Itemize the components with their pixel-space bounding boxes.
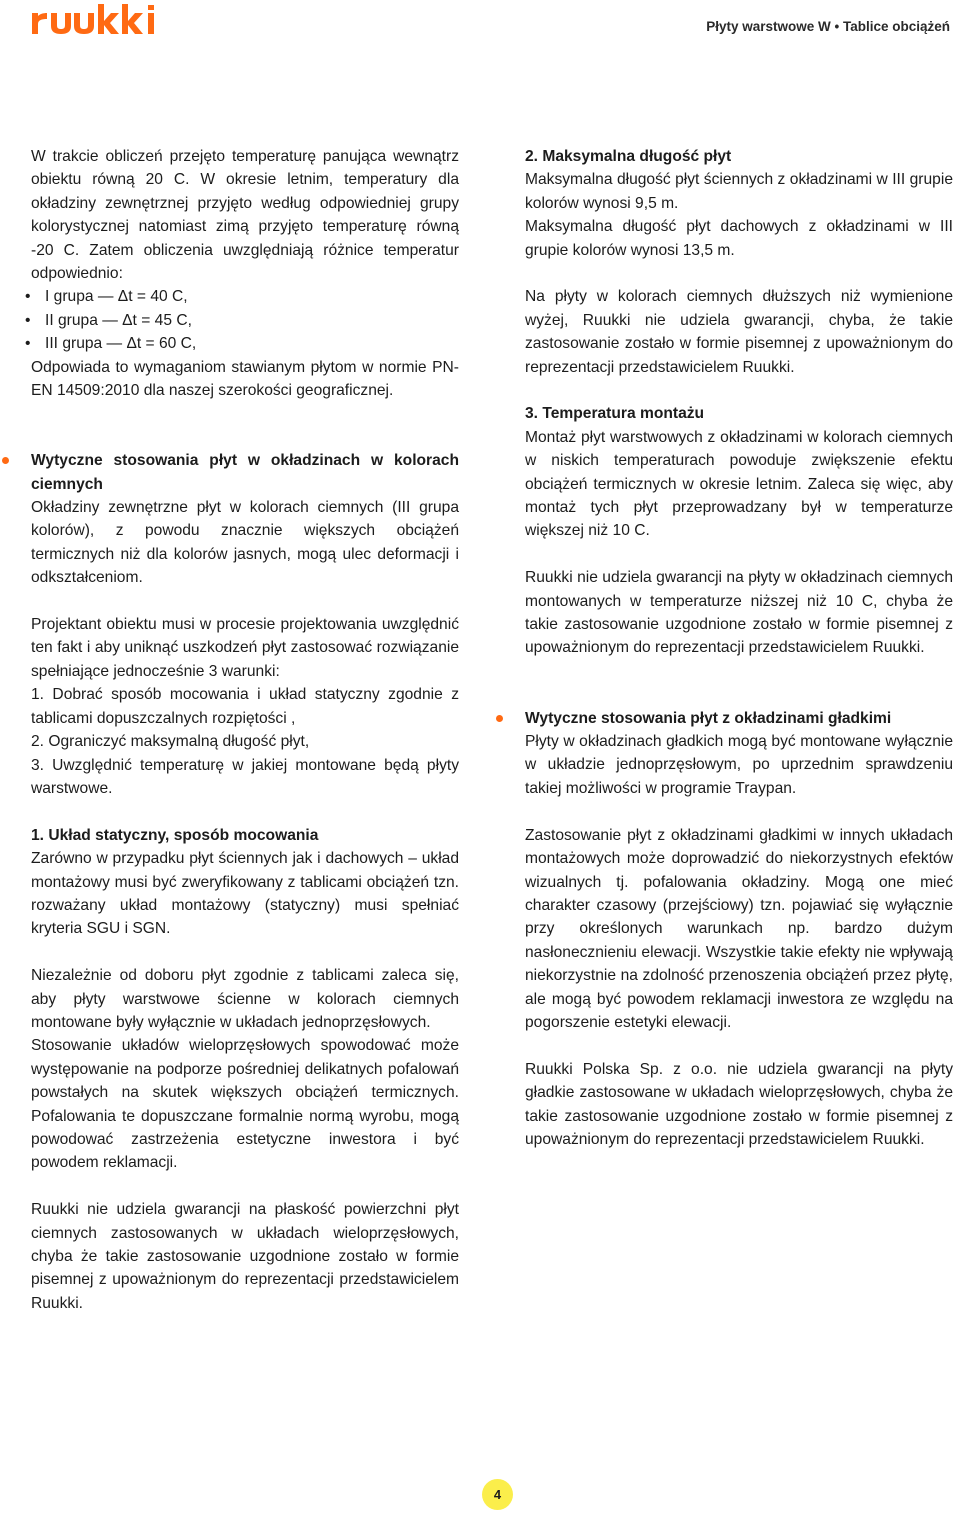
color-group-list	[31, 285, 459, 355]
right-column	[525, 145, 953, 1151]
page-number-badge: 4	[482, 1479, 513, 1510]
smooth-facings-paragraph-2: Zastosowanie płyt z okładzinami gładkimi w innych układach montażowych może doprowadzić do niekorzystnych efektów wizualnych tj. pofalowania okładziny. Mogą one mieć charakter czasowy (przejściowy) tzn. pojawiać się wyłącznie przy określonych warunkach np. bardzo dużym nasłonecznieniu elewacji. Wszystkie takie efekty nie wpływają niekorzystnie na zdolność przenoszenia obciążeń przez płytę, ale mogą być powodem reklamacji inwestora ze względu na pogorszenie estetyki elewacji.	[525, 826, 953, 1031]
max-length-roof: Maksymalna długość płyt dachowych z okładzinami w III grupie kolorów wynosi 13,5 m.	[525, 218, 953, 259]
dark-colors-heading: Wytyczne stosowania płyt w okładzinach w kolorach ciemnych	[31, 452, 459, 493]
condition-2: 2. Ograniczyć maksymalną długość płyt,	[31, 733, 310, 751]
color-group-3: • III grupa — Δt = 60 C,	[31, 332, 459, 355]
dark-colors-section	[31, 449, 459, 800]
max-length-heading: 2. Maksymalna długość płyt	[525, 148, 732, 165]
smooth-facings-section	[525, 707, 953, 1152]
max-length-section	[525, 145, 953, 379]
header-title: Płyty warstwowe W • Tablice obciążeń	[706, 19, 950, 34]
dark-colors-paragraph: Okładziny zewnętrzne płyt w kolorach ciemnych (III grupa kolorów), z powodu znacznie większych obciążeń termicznych niż dla kolorów jasnych, mogą ulec deformacji i odkształceniom.	[31, 499, 459, 587]
static-system-paragraph-1: Zarówno w przypadku płyt ściennych jak i dachowych – układ montażowy musi być zweryfikowany z tablicami obciążeń tzn. rozważany układ montażowy (statyczny) musi spełniać kryteria SGU i SGN.	[31, 850, 459, 938]
static-system-paragraph-3: Stosowanie układów wieloprzęsłowych spowodować może występowanie na podporze pośredniej delikatnych pofalowań powstałych na skutek większych obciążeń termicznych. Pofalowania te dopuszczane formalnie normą wyrobu, mogą powodować zastrzeżenia estetyczne inwestora i być powodem reklamacji.	[31, 1037, 459, 1172]
static-system-heading: 1. Układ statyczny, sposób mocowania	[31, 826, 319, 844]
designer-paragraph: Projektant obiektu musi w procesie projektowania uwzględnić ten fakt i aby uniknąć uszkodzeń płyt zastosować rozwiązanie spełniające jednocześnie 3 warunki:	[31, 616, 459, 680]
flatness-warranty-paragraph: Ruukki nie udziela gwarancji na płaskość powierzchni płyt ciemnych zastosowanych w układach wieloprzęsłowych, chyba że takie zastosowanie uzgodnione zostało w formie pisemnej z upoważnionym do reprezentacji przedstawicielem Ruukki.	[31, 1201, 459, 1312]
max-length-warranty: Na płyty w kolorach ciemnych dłuższych niż wymienione wyżej, Ruukki nie udziela gwarancji, chyba, że takie zastosowanie zostało w formie pisemnej z upoważnionym do reprezentacji przedstawicielem Ruukki.	[525, 288, 953, 376]
max-length-wall: Maksymalna długość płyt ściennych z okładzinami w III grupie kolorów wynosi 9,5 m.	[525, 171, 953, 212]
smooth-facings-heading: Wytyczne stosowania płyt z okładzinami gładkimi	[525, 709, 892, 727]
static-system-section	[31, 824, 459, 1316]
color-group-1: • I grupa — Δt = 40 C,	[31, 285, 459, 308]
color-group-2: • II grupa — Δt = 45 C,	[31, 309, 459, 332]
smooth-facings-paragraph-3: Ruukki Polska Sp. z o.o. nie udziela gwarancji na płyty gładkie zastosowane w układach wieloprzęsłowych, chyba że takie zastosowanie uzgodnione zostało w formie pisemnej z upoważnionym do reprezentacji przedstawicielem Ruukki.	[525, 1060, 953, 1148]
mounting-temperature-heading: 3. Temperatura montażu	[525, 405, 705, 423]
section-bullet-icon	[2, 457, 9, 464]
section-bullet-icon	[496, 715, 503, 722]
left-column	[31, 145, 459, 1315]
mounting-temperature-paragraph-2: Ruukki nie udziela gwarancji na płyty w okładzinach ciemnych montowanych w temperaturze niższej niż 10 C, chyba że takie zastosowanie uzgodnione zostało w formie pisemnej z upoważnionym do reprezentacji przedstawicielem Ruukki.	[525, 569, 953, 657]
static-system-paragraph-2: Niezależnie od doboru płyt zgodnie z tablicami zaleca się, aby płyty warstwowe ścienne w kolorach ciemnych montowane były wyłącznie w układach jednoprzęsłowych.	[31, 967, 459, 1031]
condition-3: 3. Uwzględnić temperaturę w jakiej montowane będą płyty warstwowe.	[31, 756, 459, 797]
ruukki-logo	[32, 4, 156, 34]
temperature-intro: W trakcie obliczeń przejęto temperaturę panująca wewnątrz obiektu równą 20 C. W okresie letnim, temperatury dla okładziny zewnętrznej przyjęto według odpowiedniej grupy kolorystycznej natomiast zimą przyjęto temperaturę równą -20 C. Zatem obliczenia uwzględniają różnice temperatur odpowiednio:	[31, 148, 459, 283]
condition-1: 1. Dobrać sposób mocowania i układ statyczny zgodnie z tablicami dopuszczalnych rozpiętości ,	[31, 686, 459, 727]
smooth-facings-paragraph-1: Płyty w okładzinach gładkich mogą być montowane wyłącznie w układzie jednoprzęsłowym, po uprzednim sprawdzeniu takiej możliwości w programie Traypan.	[525, 733, 953, 797]
mounting-temperature-paragraph-1: Montaż płyt warstwowych z okładzinami w kolorach ciemnych w niskich temperaturach powoduje zwiększenie efektu obciążeń termicznych w okresie letnim. Zaleca się więc, aby montaż tych płyt przeprowadzany był w temperaturze większej niż 10 C.	[525, 428, 953, 540]
mounting-temperature-section	[525, 402, 953, 659]
standard-note: Odpowiada to wymaganiom stawianym płytom w normie PN-EN 14509:2010 dla naszej szerokości geograficznej.	[31, 358, 459, 400]
